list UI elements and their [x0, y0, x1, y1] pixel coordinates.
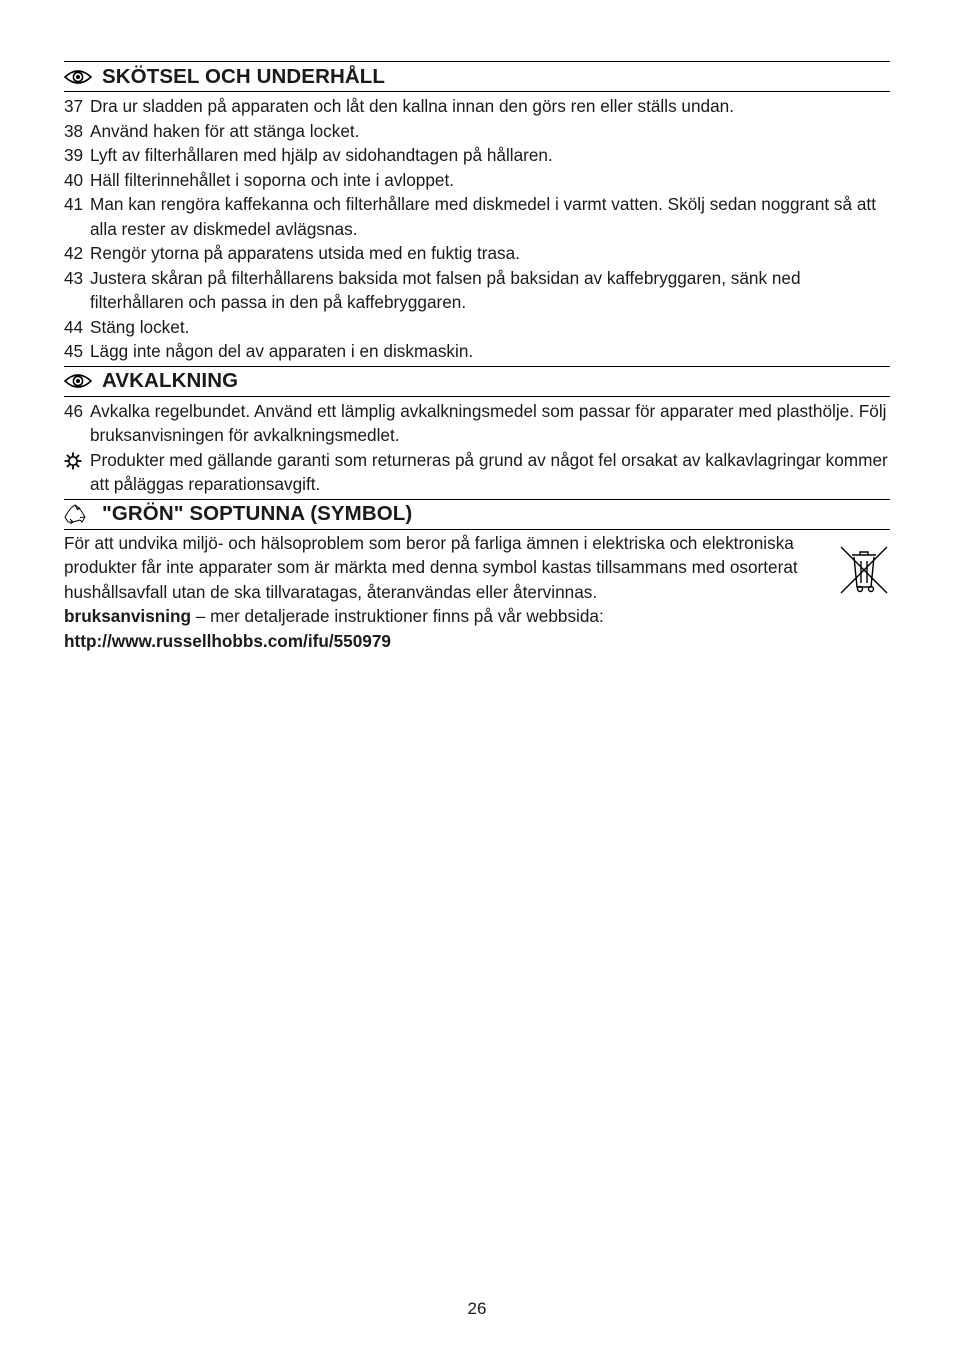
- section-header-green-bin: [64, 499, 890, 530]
- item-text: Använd haken för att stänga locket.: [90, 120, 360, 141]
- warning-note: [64, 448, 890, 497]
- list-item: [64, 119, 890, 144]
- section-title: SKÖTSEL OCH UNDERHÅLL: [102, 64, 386, 88]
- item-number: 38: [64, 120, 84, 141]
- list-item: [64, 94, 890, 119]
- crossed-out-bin-icon: [838, 531, 890, 654]
- list-item: [64, 241, 890, 266]
- sun-warning-icon: [64, 448, 90, 472]
- document-page: [64, 61, 890, 653]
- item-text: Dra ur sladden på apparaten och låt den kallna innan den görs ren eller ställs undan.: [90, 96, 735, 116]
- disposal-paragraph: För att undvika miljö- och hälsoproblem som beror på farliga ämnen i elektriska och elektroniska produkter får inte apparater som är märkta med denna symbol kastas tillsammans med osorterat hushållsavfall utan de ska tillvaratagas, återanvändas eller återvinnas.: [64, 532, 798, 602]
- manual-url[interactable]: [64, 629, 808, 654]
- green-bin-content: [64, 530, 890, 654]
- section-header-care: [64, 61, 890, 92]
- item-number: 46: [64, 400, 84, 421]
- list-item: [64, 315, 890, 340]
- item-number: 42: [64, 243, 84, 263]
- list-item: [64, 266, 890, 315]
- manual-url-text[interactable]: http://www.russellhobbs.com/ifu/550979: [64, 630, 391, 651]
- item-text: Häll filterinnehållet i soporna och inte i avloppet.: [90, 169, 455, 190]
- list-item: [64, 192, 890, 241]
- item-text: Stäng locket.: [90, 316, 190, 337]
- page-number: 26: [467, 1299, 487, 1318]
- descaling-list: [64, 397, 890, 499]
- item-number: 37: [64, 96, 84, 116]
- section-title: AVKALKNING: [102, 369, 239, 392]
- item-number: 44: [64, 316, 84, 337]
- manual-label: bruksanvisning: [64, 606, 192, 626]
- section-header-descaling: [64, 366, 890, 397]
- item-text: Lyft av filterhållaren med hjälp av sidohandtagen på hållaren.: [90, 145, 553, 165]
- list-item: [64, 399, 890, 448]
- list-item: [64, 168, 890, 193]
- recycle-icon: [64, 505, 92, 523]
- item-number: 45: [64, 341, 84, 361]
- list-item: [64, 143, 890, 168]
- item-number: 43: [64, 267, 84, 288]
- item-text: Man kan rengöra kaffekanna och filterhållare med diskmedel i varmt vatten. Skölj sedan noggrant så att alla rester av diskmedel avlägsnas.: [90, 194, 876, 239]
- item-text: Justera skåran på filterhållarens baksida mot falsen på baksidan av kaffebryggaren, sänk ned filterhållaren och passa in den på kaffebryggaren.: [90, 267, 801, 312]
- list-item: [64, 339, 890, 364]
- item-number: 40: [64, 169, 84, 190]
- eye-icon: [64, 68, 92, 86]
- item-text: Lägg inte någon del av apparaten i en diskmaskin.: [90, 341, 474, 361]
- green-bin-text: [64, 531, 838, 654]
- section-title: "GRÖN" SOPTUNNA (SYMBOL): [102, 502, 413, 525]
- item-number: 41: [64, 194, 84, 214]
- care-list: [64, 92, 890, 366]
- manual-text: – mer detaljerade instruktioner finns på vår webbsida:: [191, 606, 604, 626]
- item-number: 39: [64, 145, 84, 165]
- item-text: Rengör ytorna på apparatens utsida med en fuktig trasa.: [90, 243, 520, 263]
- warning-text: Produkter med gällande garanti som returneras på grund av något fel orsakat av kalkavlagringar kommer att påläggas reparationsavgift.: [90, 449, 888, 494]
- eye-icon: [64, 372, 92, 390]
- item-text: Avkalka regelbundet. Använd ett lämplig avkalkningsmedel som passar för apparater med plasthölje. Följ bruksanvisningen för avkalkningsmedlet.: [90, 400, 887, 445]
- manual-line: [64, 604, 808, 629]
